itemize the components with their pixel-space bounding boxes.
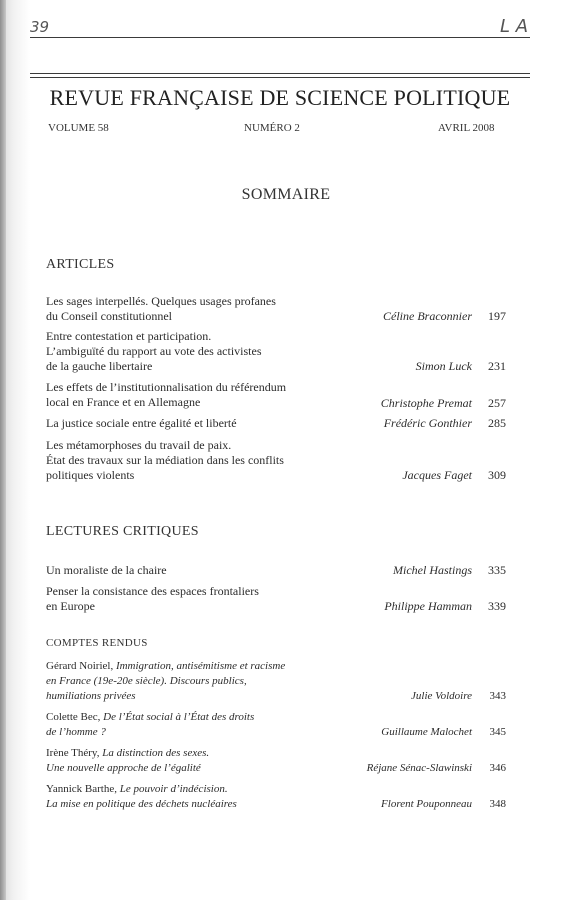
book-title-line: La distinction des sexes. — [102, 747, 210, 759]
page-number: 231 — [488, 359, 506, 373]
page-number: 343 — [489, 690, 506, 702]
book-title-line: Une nouvelle approche de l’égalité — [46, 762, 201, 774]
title-line: État des travaux sur la médiation dans les conflits — [46, 453, 284, 467]
title-line: de la gauche libertaire — [46, 359, 153, 373]
lecture-title — [46, 584, 316, 614]
title-line: Entre contestation et participation. — [46, 329, 212, 343]
review-book — [46, 782, 346, 812]
section-comptes-heading: COMPTES RENDUS — [46, 637, 148, 649]
volume-label: VOLUME 58 — [48, 122, 109, 134]
article-entry — [46, 329, 506, 374]
issue-date: AVRIL 2008 — [438, 122, 495, 134]
issue-number: NUMÉRO 2 — [244, 122, 300, 134]
article-author: Jacques Faget — [402, 468, 472, 482]
title-line: Les métamorphoses du travail de paix. — [46, 438, 232, 452]
reviewer: Julie Voldoire — [411, 690, 472, 702]
article-title — [46, 329, 316, 374]
article-title — [46, 294, 316, 324]
page-number: 345 — [489, 726, 506, 738]
title-rule-upper — [30, 73, 530, 74]
review-entry — [46, 659, 506, 704]
book-title-line: de l’homme ? — [46, 726, 106, 738]
article-title — [46, 438, 316, 483]
page-number: 257 — [488, 396, 506, 410]
handwritten-corner-mark: L A — [500, 16, 529, 37]
lecture-author: Philippe Hamman — [384, 599, 472, 613]
title-line: L’ambiguïté du rapport au vote des activistes — [46, 344, 262, 358]
article-entry — [46, 294, 506, 324]
book-title-line: humiliations privées — [46, 690, 136, 702]
title-line: Les sages interpellés. Quelques usages profanes — [46, 294, 276, 308]
review-book — [46, 710, 346, 740]
book-author: Gérard Noiriel, — [46, 660, 116, 672]
title-line: en Europe — [46, 599, 95, 613]
title-rule-lower — [30, 77, 530, 78]
review-entry — [46, 710, 506, 740]
section-lectures-heading: LECTURES CRITIQUES — [46, 524, 199, 539]
article-author: Simon Luck — [415, 359, 472, 373]
book-title-line: La mise en politique des déchets nucléaires — [46, 798, 237, 810]
journal-title: REVUE FRANÇAISE DE SCIENCE POLITIQUE — [49, 85, 511, 110]
lecture-entry — [46, 563, 506, 578]
title-line: local en France et en Allemagne — [46, 395, 201, 409]
page-number: 285 — [488, 416, 506, 430]
book-title-line: Immigration, antisémitisme et racisme — [115, 660, 286, 672]
article-entry — [46, 380, 506, 410]
book-author: Irène Théry, — [46, 747, 103, 759]
article-author: Frédéric Gonthier — [383, 416, 472, 430]
book-author: Yannick Barthe, — [46, 783, 120, 795]
title-line: Penser la consistance des espaces frontaliers — [46, 584, 259, 598]
page-spine-shadow — [0, 0, 6, 900]
reviewer: Florent Pouponneau — [381, 798, 472, 810]
review-entry — [46, 746, 506, 776]
article-author: Christophe Premat — [380, 396, 472, 410]
review-book — [46, 746, 346, 776]
page-number: 346 — [489, 762, 506, 774]
top-rule — [30, 37, 530, 38]
title-line: du Conseil constitutionnel — [46, 309, 172, 323]
article-author: Céline Braconnier — [383, 309, 472, 323]
page-number: 348 — [489, 798, 506, 810]
lecture-entry — [46, 584, 506, 614]
article-entry — [46, 438, 506, 483]
handwritten-page-mark: 39 — [30, 18, 50, 36]
title-line: Les effets de l’institutionnalisation du référendum — [46, 380, 287, 394]
title-line: politiques violents — [46, 468, 135, 482]
article-entry — [46, 416, 506, 431]
title-line: La justice sociale entre égalité et liberté — [46, 416, 237, 430]
page-number: 197 — [488, 309, 506, 323]
reviewer: Guillaume Malochet — [381, 726, 472, 738]
book-author: Colette Bec, — [46, 711, 104, 723]
book-title-line: De l’État social à l’État des droits — [103, 711, 255, 723]
reviewer: Réjane Sénac-Slawinski — [366, 762, 472, 774]
lecture-author: Michel Hastings — [393, 563, 472, 577]
title-line: Un moraliste de la chaire — [46, 563, 167, 577]
book-title-line: Le pouvoir d’indécision. — [119, 783, 228, 795]
page-number: 339 — [488, 599, 506, 613]
article-title — [46, 416, 316, 431]
page-number: 335 — [488, 563, 506, 577]
contents-heading: SOMMAIRE — [241, 186, 331, 203]
review-entry — [46, 782, 506, 812]
book-title-line: en France (19e-20e siècle). Discours publics, — [46, 675, 247, 687]
section-articles-heading: ARTICLES — [46, 257, 115, 272]
lecture-title — [46, 563, 316, 578]
review-book — [46, 659, 346, 704]
page-number: 309 — [488, 468, 506, 482]
article-title — [46, 380, 316, 410]
